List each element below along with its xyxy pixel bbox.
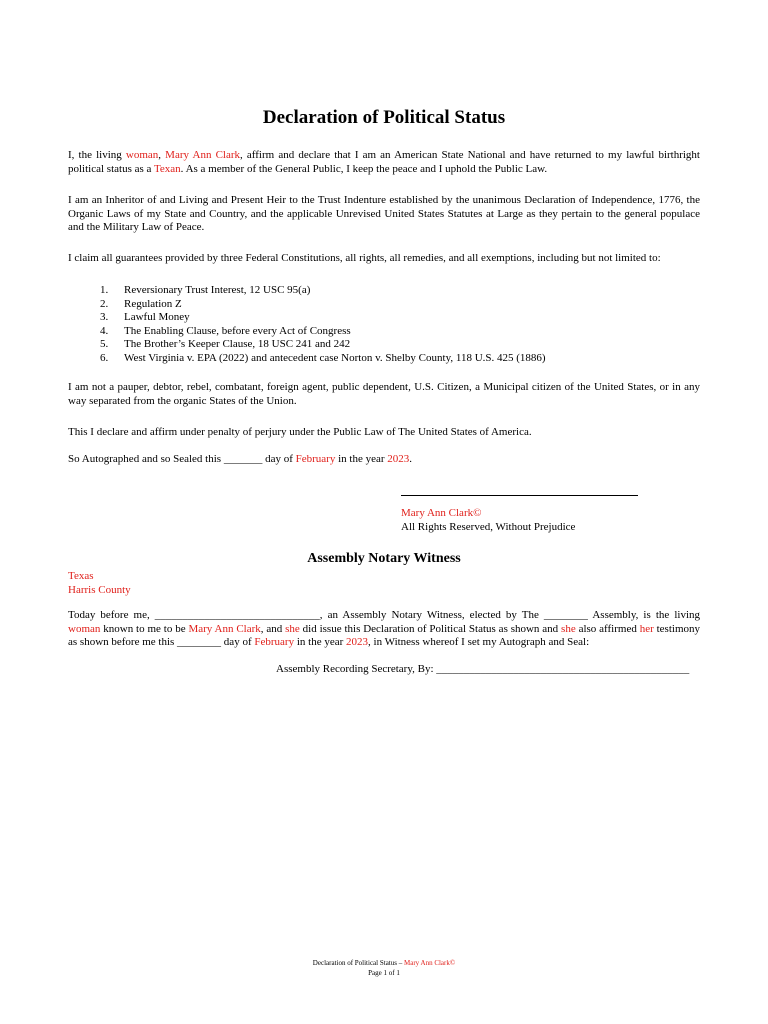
list-text: The Brother’s Keeper Clause, 18 USC 241 and 242: [124, 338, 351, 350]
highlight-woman: woman: [68, 622, 101, 635]
text-segment: testimony as shown before me this ________ day of: [68, 622, 700, 648]
venue-county: Harris County: [68, 583, 131, 596]
page-footer: [0, 958, 768, 978]
list-text: West Virginia v. EPA (2022) and antecedent case Norton v. Shelby County, 118 U.S. 425 (1886): [124, 351, 546, 364]
text-segment: ,: [158, 149, 166, 161]
list-number: 1.: [100, 284, 109, 296]
list-text: Regulation Z: [124, 297, 182, 310]
venue-block: [68, 570, 131, 597]
text-segment: . As a member of the General Public, I keep the peace and I uphold the Public Law.: [180, 162, 548, 175]
text-segment: , and: [260, 622, 286, 635]
list-item: [68, 352, 668, 366]
list-item: [68, 298, 668, 312]
list-number: 2.: [100, 297, 109, 310]
text-segment: So Autographed and so Sealed this _______ day of: [68, 453, 296, 465]
highlight-texan: Texan: [153, 162, 181, 175]
signer-name: Mary Ann Clark©: [401, 507, 482, 519]
list-text: Lawful Money: [124, 311, 190, 323]
highlight-woman: woman: [125, 149, 159, 161]
list-item: [68, 338, 668, 352]
text-segment: , in Witness whereof I set my Autograph and Seal:: [368, 636, 590, 648]
highlight-pronoun: she: [561, 622, 576, 635]
list-number: 6.: [100, 351, 109, 364]
footer-name: Mary Ann Clark©: [403, 959, 456, 967]
notary-heading: Assembly Notary Witness: [307, 551, 461, 566]
highlight-name: Mary Ann Clark: [165, 149, 241, 161]
text-segment: , affirm and declare that I am an American State National and have returned to my lawful birthright political status as a: [68, 149, 700, 175]
list-number: 3.: [100, 311, 109, 323]
page-number: Page 1 of 1: [368, 969, 400, 977]
paragraph-status: I am not a pauper, debtor, rebel, combatant, foreign agent, public dependent, U.S. Citizen, a Municipal citizen of the United States, or in any way separated from the organic States of the Union.: [68, 381, 700, 407]
list-text: Reversionary Trust Interest, 12 USC 95(a): [124, 284, 311, 296]
secretary-line: Assembly Recording Secretary, By: ______________________________________________: [276, 663, 690, 675]
list-text: The Enabling Clause, before every Act of Congress: [124, 324, 351, 337]
text-segment: .: [409, 453, 413, 465]
signature-block: [401, 507, 575, 534]
text-segment: in the year: [294, 636, 347, 648]
highlight-year: 2023: [346, 636, 369, 648]
paragraph-inheritor: I am an Inheritor of and Living and Present Heir to the Trust Indenture established by the unanimous Declaration of Independence, 1776, the Organic Laws of my State and Country, and the applicable Unrevised United States Statutes at Large as they pertain to the general populace and the Military Law of Peace.: [68, 194, 700, 233]
paragraph-guarantees: I claim all guarantees provided by three Federal Constitutions, all rights, all remedies, and all exemptions, including but not limited to:: [68, 252, 661, 264]
footer-title: [0, 958, 768, 968]
paragraph-notary: [68, 609, 700, 650]
list-item: [68, 325, 668, 339]
list-item: [68, 311, 668, 325]
highlight-month: February: [254, 636, 295, 648]
highlight-pronoun: her: [639, 622, 654, 635]
highlight-pronoun: she: [285, 622, 300, 635]
list-number: 4.: [100, 324, 109, 337]
document-title: Declaration of Political Status: [262, 107, 506, 128]
text-segment: Today before me, ______________________________, an Assembly Notary Witness, elected by The ________ Assembly, is the living: [68, 609, 700, 621]
text-segment: also affirmed: [575, 622, 640, 635]
guarantees-list: [68, 284, 668, 365]
text-segment: known to me to be: [100, 622, 189, 635]
text-segment: did issue this Declaration of Political Status as shown and: [299, 622, 562, 635]
highlight-name: Mary Ann Clark: [188, 622, 261, 635]
list-item: [68, 284, 668, 298]
paragraph-perjury: This I declare and affirm under penalty of perjury under the Public Law of The United States of America.: [68, 426, 532, 438]
paragraph-affirmation: [68, 149, 700, 176]
highlight-month: February: [295, 453, 336, 465]
text-segment: I, the living: [68, 149, 126, 161]
text-segment: in the year: [335, 453, 388, 465]
signature-line: [401, 495, 638, 496]
paragraph-sealed: [68, 453, 700, 467]
venue-state: Texas: [68, 570, 94, 582]
highlight-year: 2023: [387, 453, 410, 465]
list-number: 5.: [100, 338, 109, 350]
text-segment: Declaration of Political Status –: [312, 959, 404, 967]
rights-reserved: All Rights Reserved, Without Prejudice: [401, 520, 576, 533]
